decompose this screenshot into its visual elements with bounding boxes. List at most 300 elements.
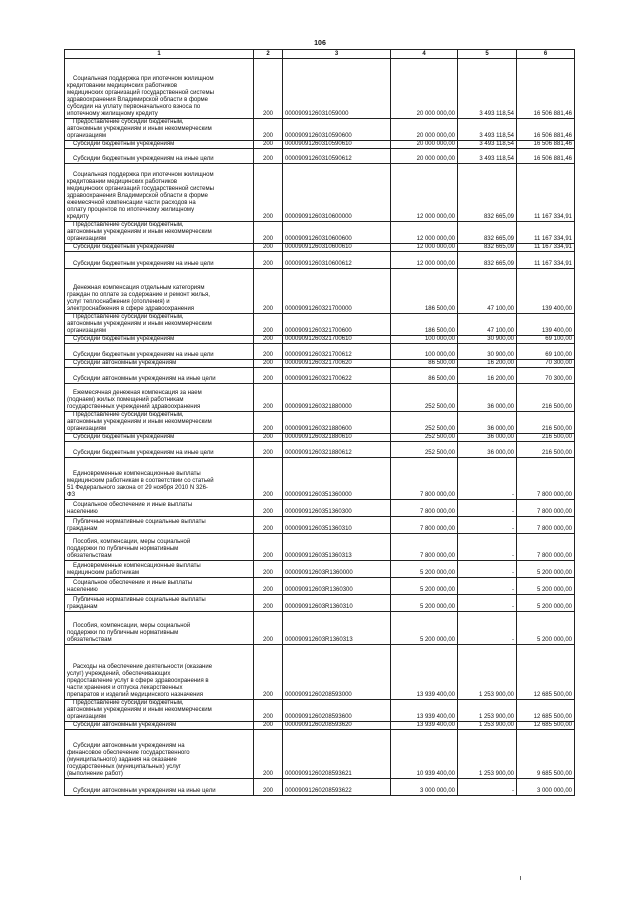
description-line: Публичные нормативные социальные выплаты xyxy=(73,519,206,525)
item-description xyxy=(65,700,254,722)
description-line: (поднаем) жилых помещений работникам xyxy=(67,397,184,403)
unexecuted-amount: 70 300,00 xyxy=(517,368,575,384)
column-header: 1 xyxy=(65,50,254,59)
description-line: Предоставление субсидий бюджетным, xyxy=(73,412,184,418)
approved-amount: 5 200 000,00 xyxy=(391,561,458,578)
description-line: обязательствам xyxy=(67,637,112,643)
item-description xyxy=(65,612,254,645)
description-line: поддержки по публичным нормативным xyxy=(67,546,179,552)
executed-amount: 16 200,00 xyxy=(458,368,517,384)
unexecuted-amount: 16 506 881,46 xyxy=(517,59,575,119)
budget-classification-code: 00009091260310600000 xyxy=(283,164,391,222)
description-line: населению xyxy=(67,587,98,593)
budget-classification-code: 000090912603R1360300 xyxy=(283,578,391,595)
description-line: Публичные нормативные социальные выплаты xyxy=(73,597,206,603)
item-description xyxy=(65,244,254,252)
unexecuted-amount: 5 200 000,00 xyxy=(517,595,575,612)
item-description xyxy=(65,149,254,164)
table-row xyxy=(65,779,575,796)
description-line: Социальное обеспечение и иные выплаты xyxy=(73,502,193,508)
unexecuted-amount: 11 167 334,91 xyxy=(517,244,575,252)
table-row xyxy=(65,730,575,779)
item-description xyxy=(65,269,254,314)
table-row xyxy=(65,384,575,412)
unexecuted-amount: 5 200 000,00 xyxy=(517,578,575,595)
table-row xyxy=(65,59,575,119)
executed-amount: 1 253 900,00 xyxy=(458,722,517,730)
unexecuted-amount: 5 200 000,00 xyxy=(517,561,575,578)
budget-classification-code: 00009091260208593620 xyxy=(283,722,391,730)
column-header: 5 xyxy=(458,50,517,59)
description-line: Предоставление субсидий бюджетным, xyxy=(73,700,184,706)
budget-classification-code: 000090912603R1360313 xyxy=(283,612,391,645)
chapter-code: 200 xyxy=(254,595,283,612)
unexecuted-amount: 216 500,00 xyxy=(517,442,575,458)
description-line: Предоставление субсидий бюджетным, xyxy=(73,222,184,228)
table-row xyxy=(65,595,575,612)
description-line: Единовременные компенсационные выплаты xyxy=(73,563,201,569)
description-line: автономным учреждениям и иным некоммерческим xyxy=(67,707,212,713)
item-description xyxy=(65,336,254,344)
description-line: медицинских организаций государственной системы xyxy=(67,186,214,192)
chapter-code: 200 xyxy=(254,368,283,384)
description-line: Социальная поддержка при ипотечном жилищном xyxy=(73,172,214,178)
description-line: Предоставление субсидий бюджетным, xyxy=(73,314,184,320)
table-row xyxy=(65,434,575,442)
executed-amount: 3 493 118,54 xyxy=(458,119,517,141)
description-line: препаратов и изделий медицинского назначения xyxy=(67,692,204,698)
column-header: 4 xyxy=(391,50,458,59)
approved-amount: 5 200 000,00 xyxy=(391,595,458,612)
description-line: организациям xyxy=(67,133,106,139)
item-description xyxy=(65,578,254,595)
unexecuted-amount: 11 167 334,91 xyxy=(517,164,575,222)
table-row xyxy=(65,578,575,595)
table-row xyxy=(65,561,575,578)
executed-amount: 36 000,00 xyxy=(458,384,517,412)
chapter-code: 200 xyxy=(254,336,283,344)
description-line: электроснабжения в сфере здравоохранения xyxy=(67,306,195,312)
approved-amount: 13 939 400,00 xyxy=(391,645,458,700)
description-line: Предоставление субсидий бюджетным, xyxy=(73,119,184,125)
description-line: Субсидии автономным учреждениям xyxy=(73,722,177,728)
description-line: Расходы на обеспечение деятельности (оказание xyxy=(73,664,213,670)
column-header: 2 xyxy=(254,50,283,59)
executed-amount: 832 665,09 xyxy=(458,252,517,269)
table-row xyxy=(65,269,575,314)
unexecuted-amount: 139 400,00 xyxy=(517,314,575,336)
approved-amount: 12 000 000,00 xyxy=(391,244,458,252)
approved-amount: 10 939 400,00 xyxy=(391,730,458,779)
approved-amount: 20 000 000,00 xyxy=(391,141,458,149)
item-description xyxy=(65,500,254,517)
budget-classification-code: 00009091260208593622 xyxy=(283,779,391,796)
description-line: финансовое обеспечение государственного xyxy=(67,750,190,756)
description-line: Субсидии автономным учреждениям xyxy=(73,360,177,366)
description-line: Денежная компенсация отдельным категориям xyxy=(73,285,205,291)
approved-amount: 252 500,00 xyxy=(391,442,458,458)
table-row xyxy=(65,141,575,149)
item-description xyxy=(65,412,254,434)
approved-amount: 86 500,00 xyxy=(391,368,458,384)
chapter-code: 200 xyxy=(254,360,283,368)
table-row xyxy=(65,336,575,344)
description-line: Субсидии бюджетным учреждениям на иные цели xyxy=(73,156,214,162)
approved-amount: 7 800 000,00 xyxy=(391,534,458,561)
description-line: государственных (муниципальных) услуг xyxy=(67,764,181,770)
description-line: Субсидии автономным учреждениям на иные цели xyxy=(73,376,216,382)
executed-amount: 47 100,00 xyxy=(458,269,517,314)
executed-amount: - xyxy=(458,578,517,595)
table-row xyxy=(65,119,575,141)
chapter-code: 200 xyxy=(254,578,283,595)
executed-amount: 36 000,00 xyxy=(458,434,517,442)
item-description xyxy=(65,344,254,360)
budget-classification-code: 00009091260310590610 xyxy=(283,141,391,149)
description-line: граждан по оплате за содержание и ремонт жилья, xyxy=(67,292,210,298)
table-row xyxy=(65,164,575,222)
description-line: гражданам xyxy=(67,604,98,610)
chapter-code: 200 xyxy=(254,442,283,458)
executed-amount: 3 493 118,54 xyxy=(458,59,517,119)
chapter-code: 200 xyxy=(254,149,283,164)
description-line: Социальное обеспечение и иные выплаты xyxy=(73,580,193,586)
description-line: ипотечному жилищному кредиту xyxy=(67,111,158,117)
table-row xyxy=(65,222,575,244)
description-line: услуг) учреждений, обеспечивающих xyxy=(67,671,171,677)
unexecuted-amount: 216 500,00 xyxy=(517,384,575,412)
column-header: 3 xyxy=(283,50,391,59)
approved-amount: 7 800 000,00 xyxy=(391,500,458,517)
executed-amount: 36 000,00 xyxy=(458,442,517,458)
description-line: Единовременные компенсационные выплаты xyxy=(73,471,201,477)
approved-amount: 252 500,00 xyxy=(391,412,458,434)
unexecuted-amount: 12 685 500,00 xyxy=(517,700,575,722)
chapter-code: 200 xyxy=(254,534,283,561)
description-line: Субсидии автономным учреждениям на иные цели xyxy=(73,788,216,794)
description-line: Субсидии бюджетным учреждениям xyxy=(73,244,175,250)
chapter-code: 200 xyxy=(254,458,283,500)
budget-classification-code: 0000909126031059000 xyxy=(283,59,391,119)
executed-amount: 3 493 118,54 xyxy=(458,141,517,149)
approved-amount: 13 939 400,00 xyxy=(391,700,458,722)
description-line: услуг теплоснабжения (отопления) и xyxy=(67,299,170,305)
executed-amount: 16 200,00 xyxy=(458,360,517,368)
item-description xyxy=(65,458,254,500)
description-line: части хранения и отпуска лекарственных xyxy=(67,685,183,691)
description-line: субсидии на уплату первоначального взноса по xyxy=(67,104,201,110)
table-row xyxy=(65,252,575,269)
approved-amount: 12 000 000,00 xyxy=(391,252,458,269)
budget-classification-code: 00009091260321880610 xyxy=(283,434,391,442)
table-header-row xyxy=(65,50,575,59)
description-line: медицинским работникам xyxy=(67,570,139,576)
chapter-code: 200 xyxy=(254,517,283,534)
unexecuted-amount: 7 800 000,00 xyxy=(517,458,575,500)
description-line: Пособия, компенсации, меры социальной xyxy=(73,539,191,545)
description-line: ежемесячной компенсации части расходов на xyxy=(67,200,196,206)
executed-amount: - xyxy=(458,500,517,517)
item-description xyxy=(65,722,254,730)
budget-classification-code: 000090912603R1360000 xyxy=(283,561,391,578)
chapter-code: 200 xyxy=(254,141,283,149)
table-row xyxy=(65,149,575,164)
approved-amount: 3 000 000,00 xyxy=(391,779,458,796)
item-description xyxy=(65,645,254,700)
chapter-code: 200 xyxy=(254,269,283,314)
scan-mark xyxy=(520,876,521,880)
budget-classification-code: 00009091260310600600 xyxy=(283,222,391,244)
budget-classification-code: 00009091260208593600 xyxy=(283,700,391,722)
item-description xyxy=(65,561,254,578)
table-row xyxy=(65,442,575,458)
description-line: здравоохранения Владимирской области в форме xyxy=(67,97,209,103)
executed-amount: - xyxy=(458,561,517,578)
description-line: Субсидии бюджетным учреждениям xyxy=(73,336,175,342)
chapter-code: 200 xyxy=(254,434,283,442)
item-description xyxy=(65,595,254,612)
budget-classification-code: 00009091260321700612 xyxy=(283,344,391,360)
budget-classification-code: 00009091260208593621 xyxy=(283,730,391,779)
unexecuted-amount: 3 000 000,00 xyxy=(517,779,575,796)
approved-amount: 5 200 000,00 xyxy=(391,612,458,645)
approved-amount: 12 000 000,00 xyxy=(391,164,458,222)
executed-amount: 832 665,09 xyxy=(458,244,517,252)
description-line: Субсидии бюджетным учреждениям на иные цели xyxy=(73,352,214,358)
approved-amount: 20 000 000,00 xyxy=(391,59,458,119)
description-line: организациям xyxy=(67,714,106,720)
item-description xyxy=(65,59,254,119)
unexecuted-amount: 5 200 000,00 xyxy=(517,612,575,645)
description-line: Социальная поддержка при ипотечном жилищном xyxy=(73,76,214,82)
item-description xyxy=(65,141,254,149)
unexecuted-amount: 70 300,00 xyxy=(517,360,575,368)
budget-classification-code: 00009091260321880612 xyxy=(283,442,391,458)
chapter-code: 200 xyxy=(254,722,283,730)
executed-amount: 1 253 900,00 xyxy=(458,730,517,779)
budget-classification-code: 00009091260321880000 xyxy=(283,384,391,412)
executed-amount: - xyxy=(458,534,517,561)
chapter-code: 200 xyxy=(254,244,283,252)
unexecuted-amount: 216 500,00 xyxy=(517,412,575,434)
chapter-code: 200 xyxy=(254,779,283,796)
executed-amount: - xyxy=(458,612,517,645)
executed-amount: - xyxy=(458,517,517,534)
unexecuted-amount: 139 400,00 xyxy=(517,269,575,314)
approved-amount: 252 500,00 xyxy=(391,384,458,412)
executed-amount: 47 100,00 xyxy=(458,314,517,336)
item-description xyxy=(65,434,254,442)
description-line: оплату процентов по ипотечному жилищному xyxy=(67,207,195,213)
description-line: Пособия, компенсации, меры социальной xyxy=(73,623,191,629)
budget-classification-code: 00009091260310600612 xyxy=(283,252,391,269)
table-row xyxy=(65,314,575,336)
chapter-code: 200 xyxy=(254,59,283,119)
budget-classification-code: 00009091260321700000 xyxy=(283,269,391,314)
unexecuted-amount: 9 685 500,00 xyxy=(517,730,575,779)
chapter-code: 200 xyxy=(254,612,283,645)
description-line: предоставление услуг в сфере здравоохранения в xyxy=(67,678,209,684)
table-row xyxy=(65,722,575,730)
unexecuted-amount: 16 506 881,46 xyxy=(517,141,575,149)
item-description xyxy=(65,119,254,141)
chapter-code: 200 xyxy=(254,119,283,141)
executed-amount: - xyxy=(458,595,517,612)
item-description xyxy=(65,252,254,269)
item-description xyxy=(65,779,254,796)
unexecuted-amount: 12 685 500,00 xyxy=(517,722,575,730)
item-description xyxy=(65,517,254,534)
description-line: Субсидии бюджетным учреждениям xyxy=(73,141,175,147)
table-row xyxy=(65,517,575,534)
executed-amount: 3 493 118,54 xyxy=(458,149,517,164)
approved-amount: 20 000 000,00 xyxy=(391,149,458,164)
unexecuted-amount: 16 506 881,46 xyxy=(517,119,575,141)
description-line: автономным учреждениям и иным некоммерческим xyxy=(67,229,212,235)
budget-classification-code: 00009091260310590612 xyxy=(283,149,391,164)
chapter-code: 200 xyxy=(254,384,283,412)
chapter-code: 200 xyxy=(254,314,283,336)
item-description xyxy=(65,384,254,412)
table-row xyxy=(65,500,575,517)
description-line: Субсидии бюджетным учреждениям на иные цели xyxy=(73,450,214,456)
description-line: (выполнение работ) xyxy=(67,771,123,777)
chapter-code: 200 xyxy=(254,252,283,269)
description-line: здравоохранения Владимирской области в форме xyxy=(67,193,209,199)
executed-amount: 1 253 900,00 xyxy=(458,645,517,700)
unexecuted-amount: 11 167 334,91 xyxy=(517,222,575,244)
executed-amount: 832 665,09 xyxy=(458,164,517,222)
table-row xyxy=(65,244,575,252)
chapter-code: 200 xyxy=(254,412,283,434)
table-row xyxy=(65,412,575,434)
chapter-code: 200 xyxy=(254,222,283,244)
description-line: Субсидии бюджетным учреждениям xyxy=(73,434,175,440)
description-line: автономным учреждениям и иным некоммерческим xyxy=(67,126,212,132)
table-row xyxy=(65,612,575,645)
approved-amount: 7 800 000,00 xyxy=(391,517,458,534)
executed-amount: - xyxy=(458,458,517,500)
description-line: организациям xyxy=(67,328,106,334)
budget-classification-code: 00009091260351360313 xyxy=(283,534,391,561)
table-row xyxy=(65,360,575,368)
description-line: кредиту xyxy=(67,214,89,220)
table-row xyxy=(65,645,575,700)
chapter-code: 200 xyxy=(254,164,283,222)
description-line: поддержки по публичным нормативным xyxy=(67,630,179,636)
budget-classification-code: 00009091260310590600 xyxy=(283,119,391,141)
approved-amount: 100 000,00 xyxy=(391,336,458,344)
budget-classification-code: 00009091260351360310 xyxy=(283,517,391,534)
chapter-code: 200 xyxy=(254,645,283,700)
unexecuted-amount: 7 800 000,00 xyxy=(517,534,575,561)
executed-amount: 832 665,09 xyxy=(458,222,517,244)
unexecuted-amount: 11 167 334,91 xyxy=(517,252,575,269)
table-body xyxy=(65,59,575,796)
description-line: кредитовании медицинских работников xyxy=(67,179,178,185)
description-line: населению xyxy=(67,509,98,515)
description-line: государственных учреждений здравоохранения xyxy=(67,404,201,410)
description-line: Субсидии автономным учреждениям на xyxy=(73,743,185,749)
budget-classification-code: 00009091260351360300 xyxy=(283,500,391,517)
description-line: гражданам xyxy=(67,526,98,532)
table-row xyxy=(65,458,575,500)
chapter-code: 200 xyxy=(254,561,283,578)
budget-classification-code: 00009091260321700600 xyxy=(283,314,391,336)
description-line: организациям xyxy=(67,236,106,242)
budget-classification-code: 00009091260208593000 xyxy=(283,645,391,700)
budget-classification-code: 00009091260321700620 xyxy=(283,360,391,368)
unexecuted-amount: 7 800 000,00 xyxy=(517,517,575,534)
item-description xyxy=(65,730,254,779)
budget-classification-code: 00009091260321700622 xyxy=(283,368,391,384)
description-line: 51 Федерального закона от 29 ноября 2010 N 326- xyxy=(67,485,208,491)
item-description xyxy=(65,164,254,222)
item-description xyxy=(65,442,254,458)
executed-amount: 36 000,00 xyxy=(458,412,517,434)
approved-amount: 12 000 000,00 xyxy=(391,222,458,244)
chapter-code: 200 xyxy=(254,500,283,517)
description-line: автономным учреждениям и иным некоммерческим xyxy=(67,419,212,425)
budget-classification-code: 00009091260351360000 xyxy=(283,458,391,500)
description-line: Субсидии бюджетным учреждениям на иные цели xyxy=(73,261,214,267)
approved-amount: 7 800 000,00 xyxy=(391,458,458,500)
chapter-code: 200 xyxy=(254,700,283,722)
approved-amount: 252 500,00 xyxy=(391,434,458,442)
unexecuted-amount: 216 500,00 xyxy=(517,434,575,442)
unexecuted-amount: 69 100,00 xyxy=(517,336,575,344)
budget-classification-code: 00009091260321880600 xyxy=(283,412,391,434)
approved-amount: 186 500,00 xyxy=(391,269,458,314)
budget-classification-code: 00009091260321700610 xyxy=(283,336,391,344)
page-number: 106 xyxy=(314,40,326,47)
item-description xyxy=(65,368,254,384)
budget-table xyxy=(64,49,575,796)
description-line: кредитовании медицинских работников xyxy=(67,83,178,89)
approved-amount: 13 939 400,00 xyxy=(391,722,458,730)
description-line: медицинским работникам в соответствии со статьей xyxy=(67,478,214,484)
table-row xyxy=(65,534,575,561)
item-description xyxy=(65,314,254,336)
unexecuted-amount: 7 800 000,00 xyxy=(517,500,575,517)
unexecuted-amount: 69 100,00 xyxy=(517,344,575,360)
approved-amount: 20 000 000,00 xyxy=(391,119,458,141)
unexecuted-amount: 12 685 500,00 xyxy=(517,645,575,700)
column-header: 6 xyxy=(517,50,575,59)
approved-amount: 100 000,00 xyxy=(391,344,458,360)
unexecuted-amount: 16 506 881,46 xyxy=(517,149,575,164)
item-description xyxy=(65,360,254,368)
chapter-code: 200 xyxy=(254,730,283,779)
description-line: обязательствам xyxy=(67,553,112,559)
table-row xyxy=(65,344,575,360)
chapter-code: 200 xyxy=(254,344,283,360)
description-line: ФЗ xyxy=(67,492,76,498)
description-line: медицинских организаций государственной системы xyxy=(67,90,214,96)
table-row xyxy=(65,700,575,722)
approved-amount: 5 200 000,00 xyxy=(391,578,458,595)
executed-amount: 1 253 900,00 xyxy=(458,700,517,722)
description-line: Ежемесячная денежная компенсация за наем xyxy=(73,390,202,396)
table-row xyxy=(65,368,575,384)
budget-classification-code: 00009091260310600610 xyxy=(283,244,391,252)
description-line: автономным учреждениям и иным некоммерческим xyxy=(67,321,212,327)
item-description xyxy=(65,534,254,561)
executed-amount: 30 900,00 xyxy=(458,344,517,360)
approved-amount: 86 500,00 xyxy=(391,360,458,368)
description-line: организациям xyxy=(67,426,106,432)
description-line: (муниципального) задания на оказание xyxy=(67,757,177,763)
